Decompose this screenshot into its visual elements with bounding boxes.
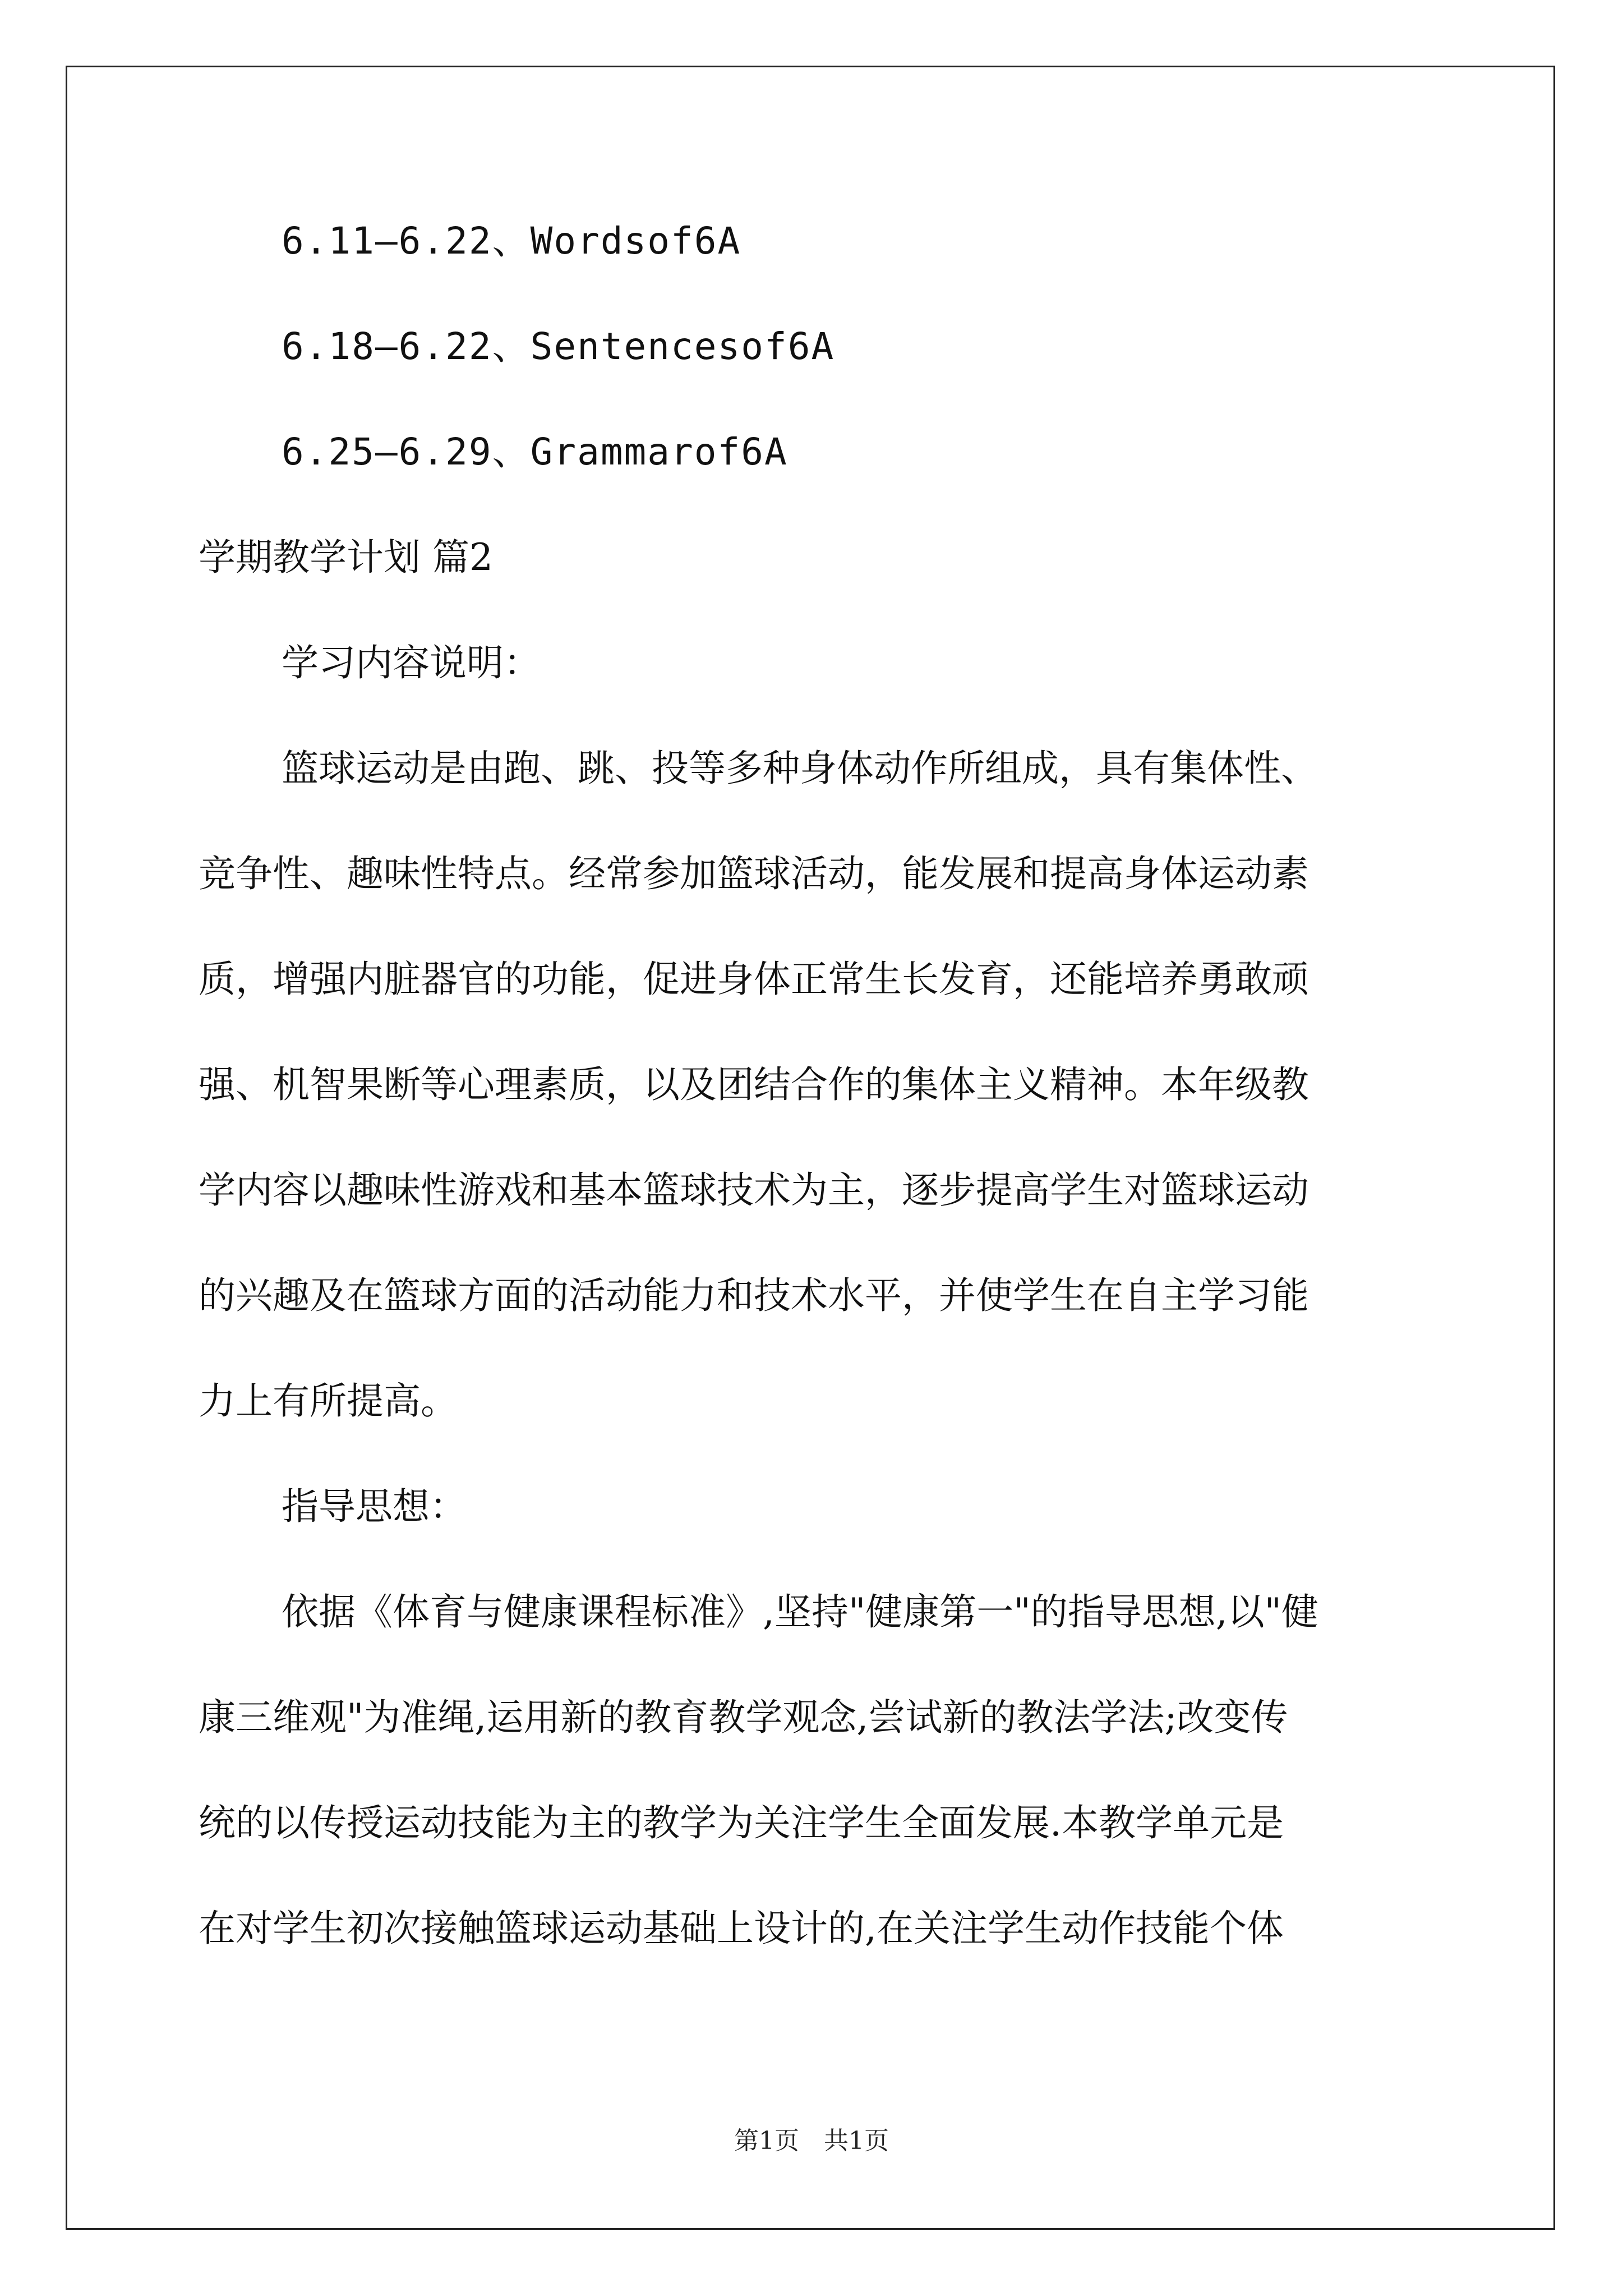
subheading-content: 学习内容说明：	[282, 641, 541, 684]
page-footer: 第1页 共1页	[734, 2127, 889, 2155]
schedule-line: 6.11—6.22、Wordsof6A	[282, 219, 741, 263]
paragraph-line: 竞争性、趣味性特点。经常参加篮球活动，能发展和提高身体运动素	[199, 852, 1309, 895]
paragraph-line: 的兴趣及在篮球方面的活动能力和技术水平，并使学生在自主学习能	[199, 1274, 1309, 1317]
paragraph-line: 依据《体育与健康课程标准》,坚持"健康第一"的指导思想,以"健	[282, 1590, 1319, 1634]
paragraph-line: 力上有所提高。	[199, 1379, 458, 1423]
subheading-guidance: 指导思想：	[282, 1485, 467, 1528]
paragraph-line: 篮球运动是由跑、跳、投等多种身体动作所组成，具有集体性、	[282, 747, 1318, 790]
paragraph-line: 统的以传授运动技能为主的教学为关注学生全面发展.本教学单元是	[199, 1801, 1284, 1844]
schedule-line: 6.25—6.29、Grammarof6A	[282, 430, 788, 473]
schedule-line: 6.18—6.22、Sentencesof6A	[282, 325, 835, 368]
paragraph-line: 强、机智果断等心理素质，以及团结合作的集体主义精神。本年级教	[199, 1063, 1309, 1106]
paragraph-line: 学内容以趣味性游戏和基本篮球技术为主，逐步提高学生对篮球运动	[199, 1168, 1309, 1212]
paragraph-line: 在对学生初次接触篮球运动基础上设计的,在关注学生动作技能个体	[199, 1907, 1284, 1950]
paragraph-line: 质，增强内脏器官的功能，促进身体正常生长发育，还能培养勇敢顽	[199, 958, 1309, 1001]
paragraph-line: 康三维观"为准绳,运用新的教育教学观念,尝试新的教法学法;改变传	[199, 1696, 1288, 1739]
section-title: 学期教学计划 篇2	[199, 536, 493, 579]
